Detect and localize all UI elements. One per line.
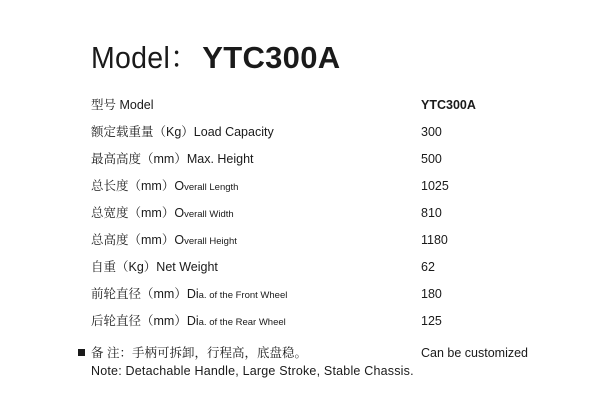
spec-row-overall-height <box>91 230 561 250</box>
spec-label: 前轮直径（mm）Dia. of the Front Wheel <box>91 287 288 301</box>
spec-label: 后轮直径（mm）Dia. of the Rear Wheel <box>91 314 286 328</box>
note-cn: 备 注：手柄可拆卸，行程高，底盘稳。 <box>91 346 307 360</box>
spec-label: 型号 Model <box>91 98 154 112</box>
spec-value: 125 <box>421 314 442 328</box>
spec-label: 额定载重量（Kg）Load Capacity <box>91 125 274 139</box>
spec-row-net-weight <box>91 257 561 277</box>
spec-value: 810 <box>421 206 442 220</box>
spec-label: 总高度（mm）Overall Height <box>91 233 237 247</box>
spec-label: 总宽度（mm）Overall Width <box>91 206 234 220</box>
spec-value: 1025 <box>421 179 449 193</box>
spec-value: 500 <box>421 152 442 166</box>
spec-row-max-height <box>91 149 561 169</box>
spec-row-overall-width <box>91 203 561 223</box>
note-en: Note: Detachable Handle, Large Stroke, Stable Chassis. <box>91 364 414 378</box>
bullet-square-icon <box>78 349 85 356</box>
spec-row-load-capacity <box>91 122 561 142</box>
spec-row-overall-length <box>91 176 561 196</box>
spec-row-model <box>91 95 561 115</box>
spec-row-rear-wheel <box>91 311 561 331</box>
spec-label: 自重（Kg）Net Weight <box>91 260 218 274</box>
spec-value: 300 <box>421 125 442 139</box>
spec-value: 1180 <box>421 233 448 247</box>
spec-value: 62 <box>421 260 435 274</box>
model-value: YTC300A <box>202 40 341 75</box>
spec-label: 最高高度（mm）Max. Height <box>91 152 254 166</box>
model-label: Model： <box>91 40 199 75</box>
note-value: Can be customized <box>421 346 529 360</box>
page-title <box>91 38 340 78</box>
spec-value: YTC300A <box>421 98 476 112</box>
spec-row-front-wheel <box>91 284 561 304</box>
note-row <box>78 344 529 362</box>
spec-label: 总长度（mm）Overall Length <box>91 179 239 193</box>
spec-value: 180 <box>421 287 442 301</box>
